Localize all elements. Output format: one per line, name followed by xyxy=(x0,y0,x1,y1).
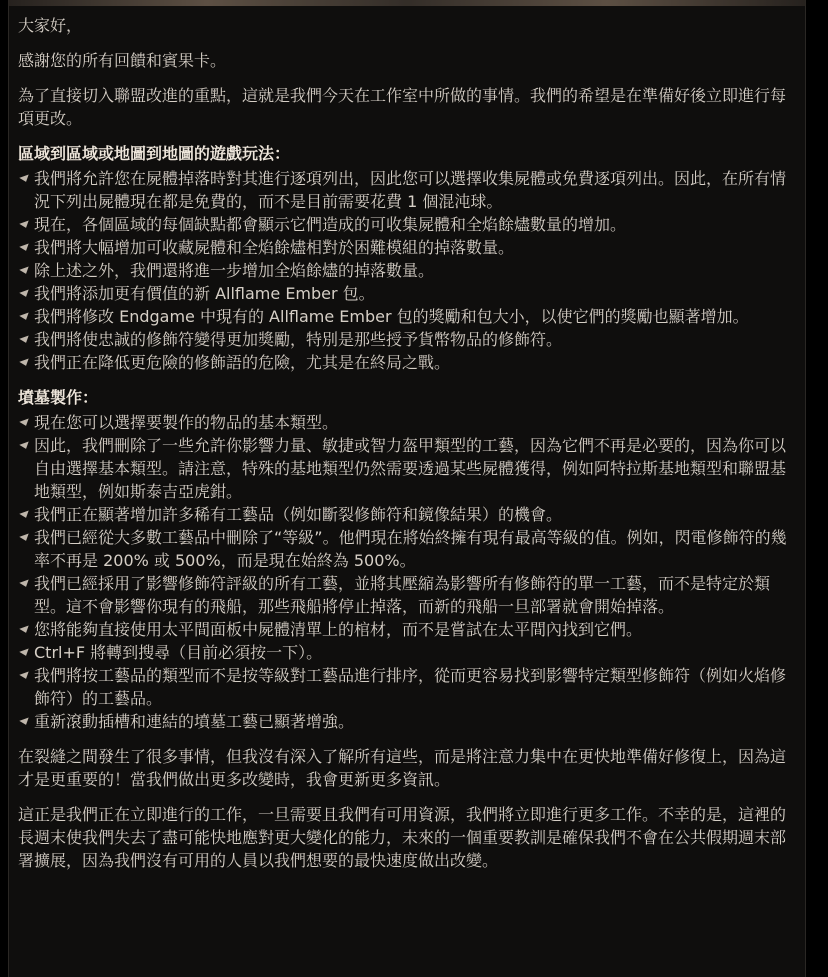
section-heading-zone-gameplay: 區域到區域或地圖到地圖的遊戲玩法： xyxy=(18,144,291,163)
list-item: 我們將大幅增加可收藏屍體和全焰餘燼相對於困難模組的掉落數量。 xyxy=(18,236,798,259)
list-item: 我們正在降低更危險的修飾語的危險，尤其是在終局之戰。 xyxy=(18,351,798,374)
list-item: 因此，我們刪除了一些允許你影響力量、敏捷或智力盔甲類型的工藝，因為它們不再是必要的，因為你可以自由選擇基本類型。請注意，特殊的基地類型仍然需要透過某些屍體獲得，例如阿特拉斯基地類型和聯盟基地類型，例如斯泰吉亞虎鉗。 xyxy=(18,434,798,503)
list-item: 我們將添加更有價值的新 Allflame Ember 包。 xyxy=(18,282,798,305)
list-item: 我們正在顯著增加許多稀有工藝品（例如斷裂修飾符和鏡像結果）的機會。 xyxy=(18,503,798,526)
greeting-text: 大家好， xyxy=(18,16,83,35)
list-item: 我們已經從大多數工藝品中刪除了“等級”。他們現在將始終擁有現有最高等級的值。例如，閃電修飾符的幾率不再是 200% 或 500%，而是現在始終為 500%。 xyxy=(18,526,798,572)
intro-paragraph: 為了直接切入聯盟改進的重點，這就是我們今天在工作室中所做的事情。我們的希望是在準備好後立即進行每項更改。 xyxy=(18,86,787,128)
zone-gameplay-list xyxy=(18,167,798,374)
rift-paragraph: 在裂縫之間發生了很多事情，但我沒有深入了解所有這些，而是將注意力集中在更快地準備好修復上，因為這才是更重要的！當我們做出更多改變時，我會更新更多資訊。 xyxy=(18,747,787,789)
list-item: 我們將按工藝品的類型而不是按等級對工藝品進行排序，從而更容易找到影響特定類型修飾符（例如火焰修飾符）的工藝品。 xyxy=(18,664,798,710)
list-item: 重新滾動插槽和連結的墳墓工藝已顯著增強。 xyxy=(18,710,798,733)
list-item: 我們將使忠誠的修飾符變得更加獎勵，特別是那些授予貨幣物品的修飾符。 xyxy=(18,328,798,351)
list-item: Ctrl+F 將轉到搜尋（目前必須按一下）。 xyxy=(18,641,798,664)
list-item: 我們將允許您在屍體掉落時對其進行逐項列出，因此您可以選擇收集屍體或免費逐項列出。因此，在所有情況下列出屍體現在都是免費的，而不是目前需要花費 1 個混沌球。 xyxy=(18,167,798,213)
closing-paragraph: 這正是我們正在立即進行的工作，一旦需要且我們有可用資源，我們將立即進行更多工作。不幸的是，這裡的長週末使我們失去了盡可能快地應對更大變化的能力，未來的一個重要教訓是確保我們不會在公共假期週末部署擴展，因為我們沒有可用的人員以我們想要的最快速度做出改變。 xyxy=(18,805,787,870)
section-heading-grave-crafting: 墳墓製作： xyxy=(18,388,99,407)
grave-crafting-list xyxy=(18,411,798,733)
list-item: 現在您可以選擇要製作的物品的基本類型。 xyxy=(18,411,798,434)
list-item: 除上述之外，我們還將進一步增加全焰餘燼的掉落數量。 xyxy=(18,259,798,282)
panel-top-border xyxy=(8,0,806,6)
list-item: 我們已經採用了影響修飾符評級的所有工藝，並將其壓縮為影響所有修飾符的單一工藝，而不是特定於類型。這不會影響你現有的飛船，那些飛船將停止掉落，而新的飛船一旦部署就會開始掉落。 xyxy=(18,572,798,618)
list-item: 我們將修改 Endgame 中現有的 Allflame Ember 包的獎勵和包大小，以使它們的獎勵也顯著增加。 xyxy=(18,305,798,328)
thanks-text: 感謝您的所有回饋和賓果卡。 xyxy=(18,51,227,70)
list-item: 您將能夠直接使用太平間面板中屍體清單上的棺材，而不是嘗試在太平間內找到它們。 xyxy=(18,618,798,641)
post-body xyxy=(18,14,798,884)
list-item: 現在，各個區域的每個缺點都會顯示它們造成的可收集屍體和全焰餘燼數量的增加。 xyxy=(18,213,798,236)
